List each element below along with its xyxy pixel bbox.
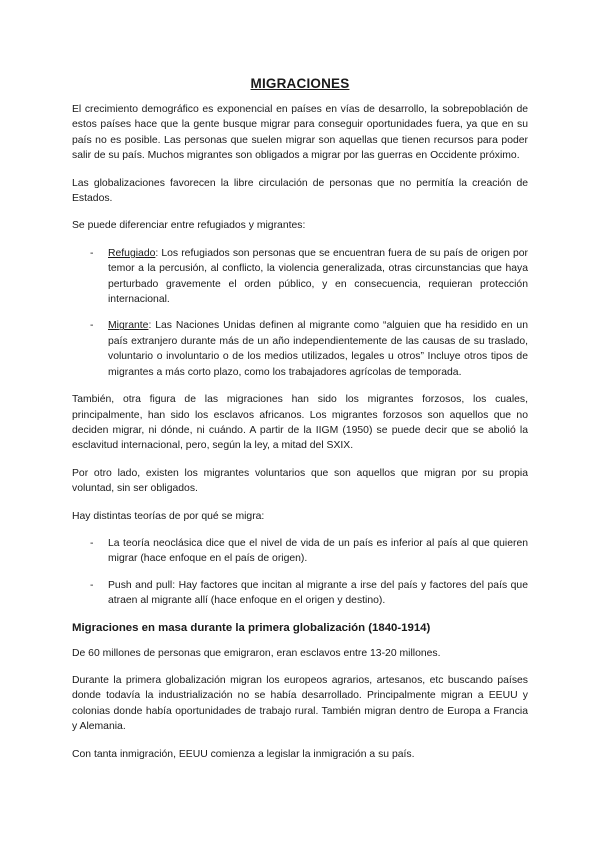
document-title: MIGRACIONES	[250, 76, 350, 91]
definition-text: : Las Naciones Unidas definen al migrante como “alguien que ha residido en un país extranjero durante más de un año independientemente de las causas de su traslado, voluntario o involuntario o de los medios utilizados, legales u otros” Incluye otros tipos de migrantes a más corto plazo, como los trabajadores agrícolas de temporada.	[108, 320, 528, 378]
theory-neoclasica	[90, 536, 528, 567]
middle-paragraph-2: Por otro lado, existen los migrantes voluntarios que son aquellos que migran por su propia voluntad, sin ser obligados.	[72, 467, 528, 495]
section-paragraph-3: Con tanta inmigración, EEUU comienza a legislar la inmigración a su país.	[72, 748, 415, 760]
section-heading: Migraciones en masa durante la primera globalización (1840-1914)	[72, 621, 431, 634]
theory-text: La teoría neoclásica dice que el nivel de vida de un país es inferior al país al que quieren migrar (hace enfoque en el país de origen).	[108, 537, 528, 565]
definition-refugiado	[90, 246, 528, 308]
section-paragraph-1: De 60 millones de personas que emigraron, eran esclavos entre 13-20 millones.	[72, 647, 441, 659]
theory-text: Push and pull: Hay factores que incitan al migrante a irse del país y factores del país que atraen al migrante allí (hace enfoque en el origen y destino).	[108, 579, 528, 607]
middle-paragraph-3: Hay distintas teorías de por qué se migra:	[72, 510, 265, 522]
section-paragraph-2: Durante la primera globalización migran los europeos agrarios, artesanos, etc buscando países donde todavía la industrialización no se había desarrollado. Principalmente migran a EEUU y colonias donde había oportunidades de trabajo rural. También migran dentro de Europa a Francia y Alemania.	[72, 674, 528, 733]
list-dash: -	[90, 537, 94, 549]
definition-text: : Los refugiados son personas que se encuentran fuera de su país de origen por temor a la percusión, al conflicto, la violencia generalizada, otras circunstancias que haya perturbado gravemente el orden público, y en consecuencia, requieran protección internacional.	[108, 247, 528, 306]
intro-paragraph-3: Se puede diferenciar entre refugiados y migrantes:	[72, 220, 306, 232]
intro-paragraph-2: Las globalizaciones favorecen la libre circulación de personas que no permitía la creación de Estados.	[72, 177, 528, 205]
definition-migrante	[90, 318, 528, 380]
intro-paragraph-1: El crecimiento demográfico es exponencial en países en vías de desarrollo, la sobrepoblación de estos países hace que la gente busque migrar para conseguir oportunidades fuera, ya que en su país no es posible. Las personas que suelen migrar son aquellas que tienen recursos para poder salir de su país. Muchos migrantes son obligados a migrar por las guerras en Occidente próximo.	[72, 104, 528, 162]
list-dash: -	[90, 320, 94, 332]
term-refugiado: Refugiado	[108, 247, 156, 259]
theory-push-pull	[90, 578, 528, 609]
list-dash: -	[90, 247, 94, 259]
middle-paragraph-1: También, otra figura de las migraciones han sido los migrantes forzosos, los cuales, principalmente, han sido los esclavos africanos. Los migrantes forzosos son aquellos que no deciden migrar, ni dónde, ni cuándo. A partir de la IIGM (1950) se puede decir que se abolió la esclavitud internacional, pero, según la ley, a mitad del SXIX.	[72, 394, 528, 452]
list-dash: -	[90, 579, 94, 591]
definitions-list	[72, 246, 528, 380]
theories-list	[72, 536, 528, 609]
term-migrante: Migrante	[108, 320, 149, 332]
